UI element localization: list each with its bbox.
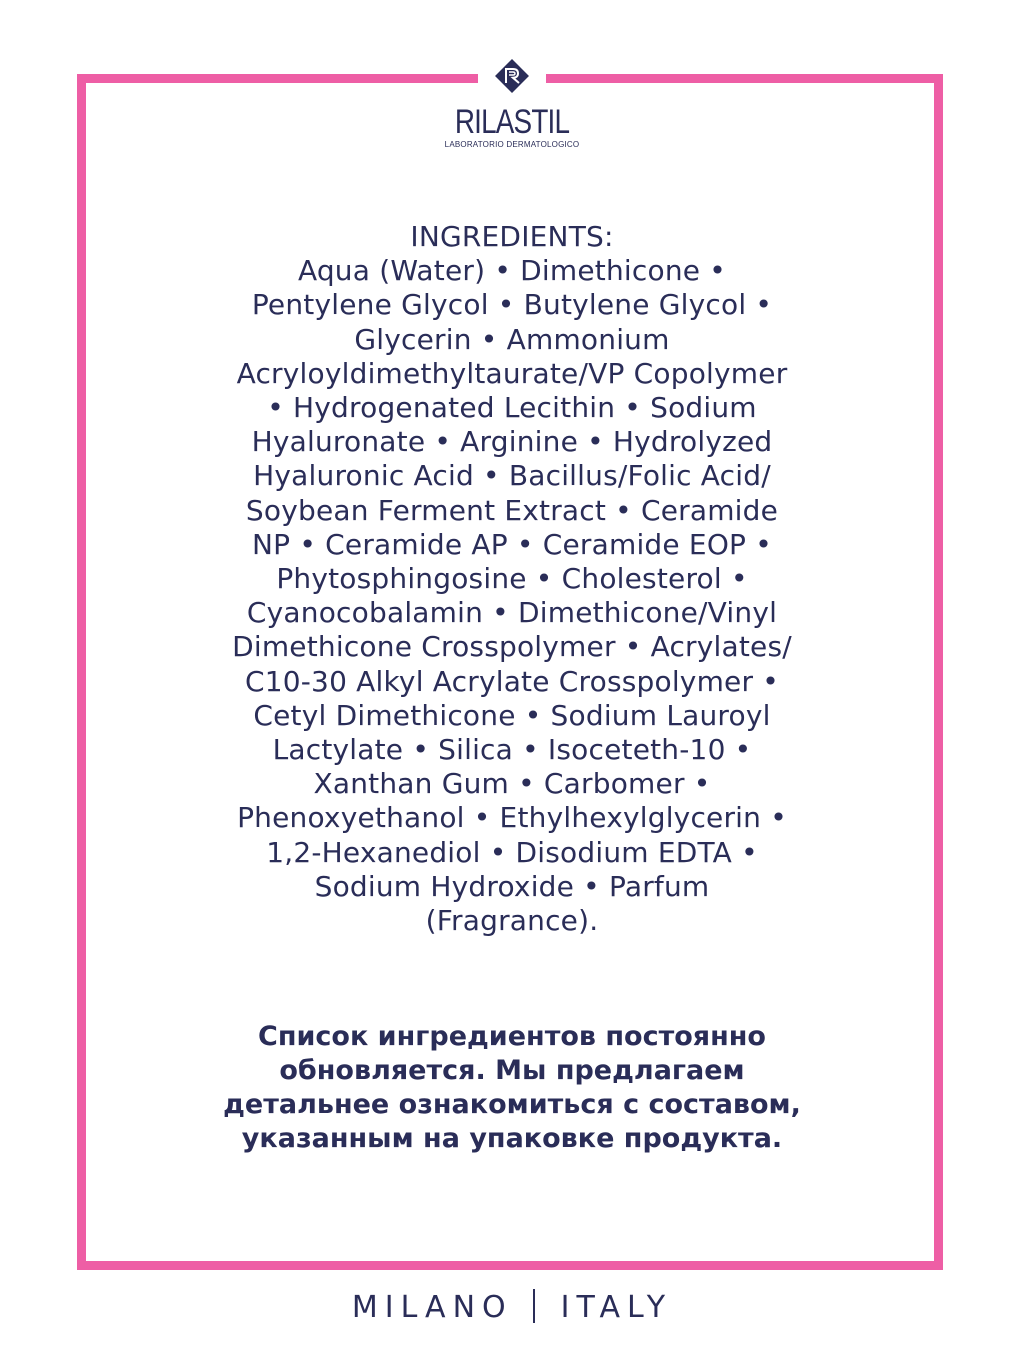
ingredients-line: Cetyl Dimethicone • Sodium Lauroyl [253,698,771,732]
ingredients-line: Cyanocobalamin • Dimethicone/Vinyl [246,596,778,630]
ingredients-line: NP • Ceramide AP • Ceramide EOP • [252,527,772,561]
notice-line: детальнее ознакомиться с составом, [223,1089,801,1120]
notice-line: обновляется. Мы предлагаем [279,1055,745,1086]
ingredients-line: • Hydrogenated Lecithin • Sodium [267,391,757,425]
ingredients-line: Sodium Hydroxide • Parfum [314,869,710,903]
footer-country: ITALY [560,1290,673,1325]
ingredients-line: (Fragrance). [425,904,599,938]
brand-name: RILASTIL [454,103,570,141]
ingredients-line: Hyaluronate • Arginine • Hydrolyzed [251,425,773,459]
ingredients-line: Lactylate • Silica • Isoceteth-10 • [272,733,752,767]
brand-tagline: LABORATORIO DERMATOLOGICO [444,140,580,149]
footer-origin [200,1288,824,1328]
ingredients-list [170,220,854,938]
notice-line: Список ингредиентов постоянно [258,1021,766,1052]
ingredients-line: C10-30 Alkyl Acrylate Crosspolymer • [244,664,780,698]
ingredients-line: Phytosphingosine • Cholesterol • [276,562,748,596]
ingredients-line: Aqua (Water) • Dimethicone • [297,254,727,288]
ingredients-line: Pentylene Glycol • Butylene Glycol • [251,288,773,322]
ingredients-line: Hyaluronic Acid • Bacillus/Folic Acid/ [253,459,771,493]
ingredients-line: Dimethicone Crosspolymer • Acrylates/ [232,630,792,664]
ingredients-line: Acryloyldimethyltaurate/VP Copolymer [236,356,788,390]
ingredients-update-notice [150,1020,874,1156]
ingredients-line: 1,2-Hexanediol • Disodium EDTA • [266,835,758,869]
notice-line: указанным на упаковке продукта. [241,1123,783,1154]
footer-divider [533,1289,535,1323]
footer-city: MILANO [351,1290,513,1325]
ingredients-title: INGREDIENTS: [410,220,614,253]
ingredients-line: Xanthan Gum • Carbomer • [313,767,711,801]
ingredients-line: Glycerin • Ammonium [354,322,670,356]
ingredients-line: Phenoxyethanol • Ethylhexylglycerin • [237,801,787,835]
rilastil-diamond-logo-icon [494,58,530,94]
ingredients-line: Soybean Ferment Extract • Ceramide [245,493,779,527]
